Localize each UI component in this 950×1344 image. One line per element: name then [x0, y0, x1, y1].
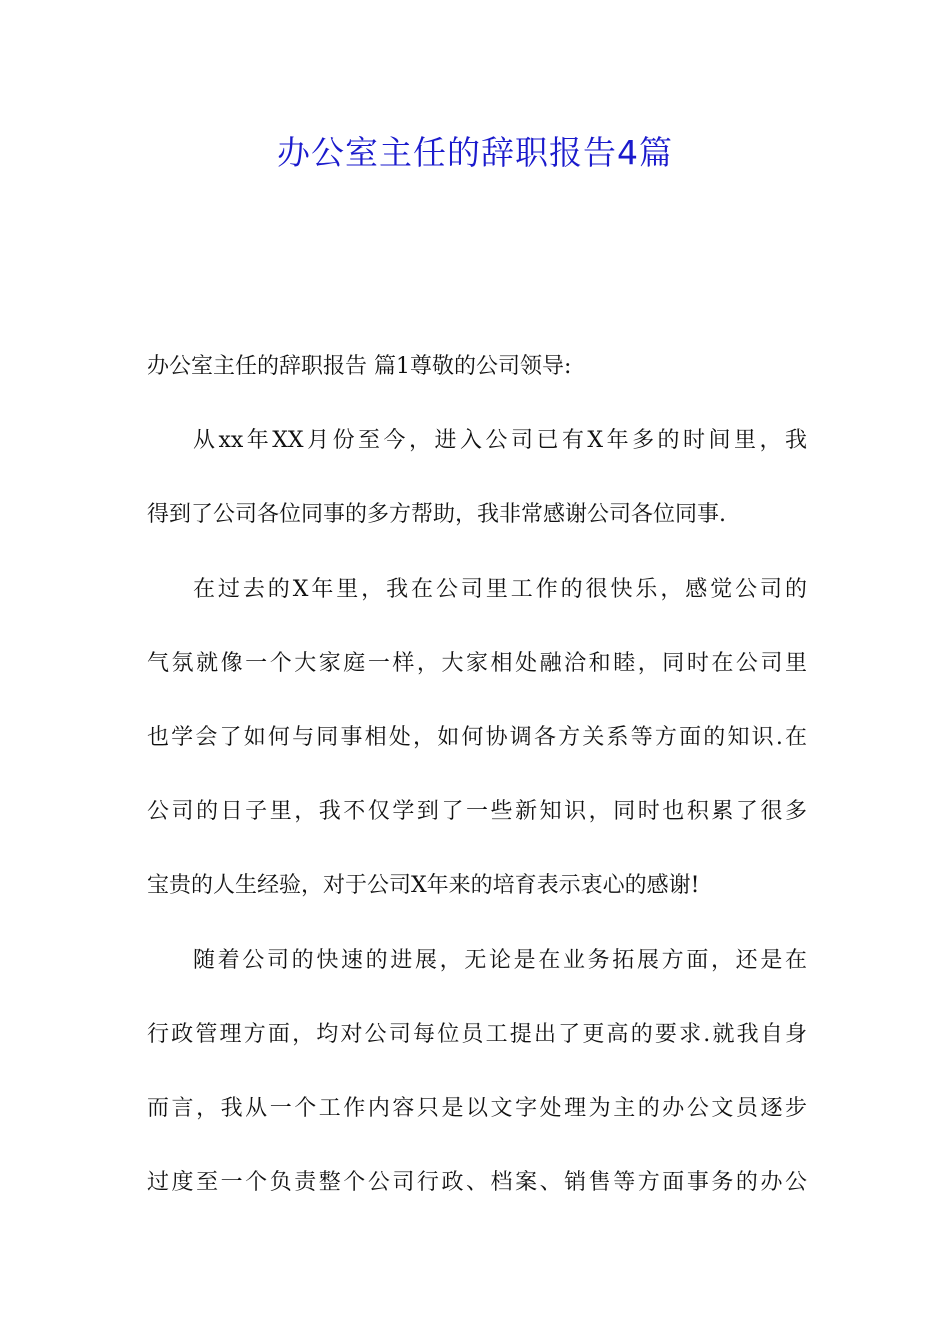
text-line: 随着公司的快速的进展，无论是在业务拓展方面，还是在 [193, 947, 807, 973]
text-line: 行政管理方面，均对公司每位员工提出了更高的要求.就我自身 [147, 1021, 807, 1047]
text-line: 宝贵的人生经验，对于公司X年来的培育表示衷心的感谢! [147, 873, 700, 899]
page-title: 办公室主任的辞职报告4篇 [277, 133, 673, 172]
text-line: 公司的日子里，我不仅学到了一些新知识，同时也积累了很多 [147, 799, 807, 825]
text-line: 也学会了如何与同事相处，如何协调各方关系等方面的知识.在 [147, 724, 807, 750]
text-line: 而言，我从一个工作内容只是以文字处理为主的办公文员逐步 [147, 1095, 807, 1121]
text-line: 办公室主任的辞职报告 篇1尊敬的公司领导: [147, 354, 572, 379]
text-line: 从xx年XX月份至今，进入公司已有X年多的时间里，我 [193, 428, 807, 454]
document-body [147, 330, 807, 1220]
text-line: 在过去的X年里，我在公司里工作的很快乐，感觉公司的 [193, 576, 807, 602]
text-line: 过度至一个负责整个公司行政、档案、销售等方面事务的办公 [147, 1170, 807, 1196]
text-line: 气氛就像一个大家庭一样，大家相处融洽和睦，同时在公司里 [147, 650, 807, 676]
text-line: 得到了公司各位同事的多方帮助，我非常感谢公司各位同事. [147, 502, 726, 528]
